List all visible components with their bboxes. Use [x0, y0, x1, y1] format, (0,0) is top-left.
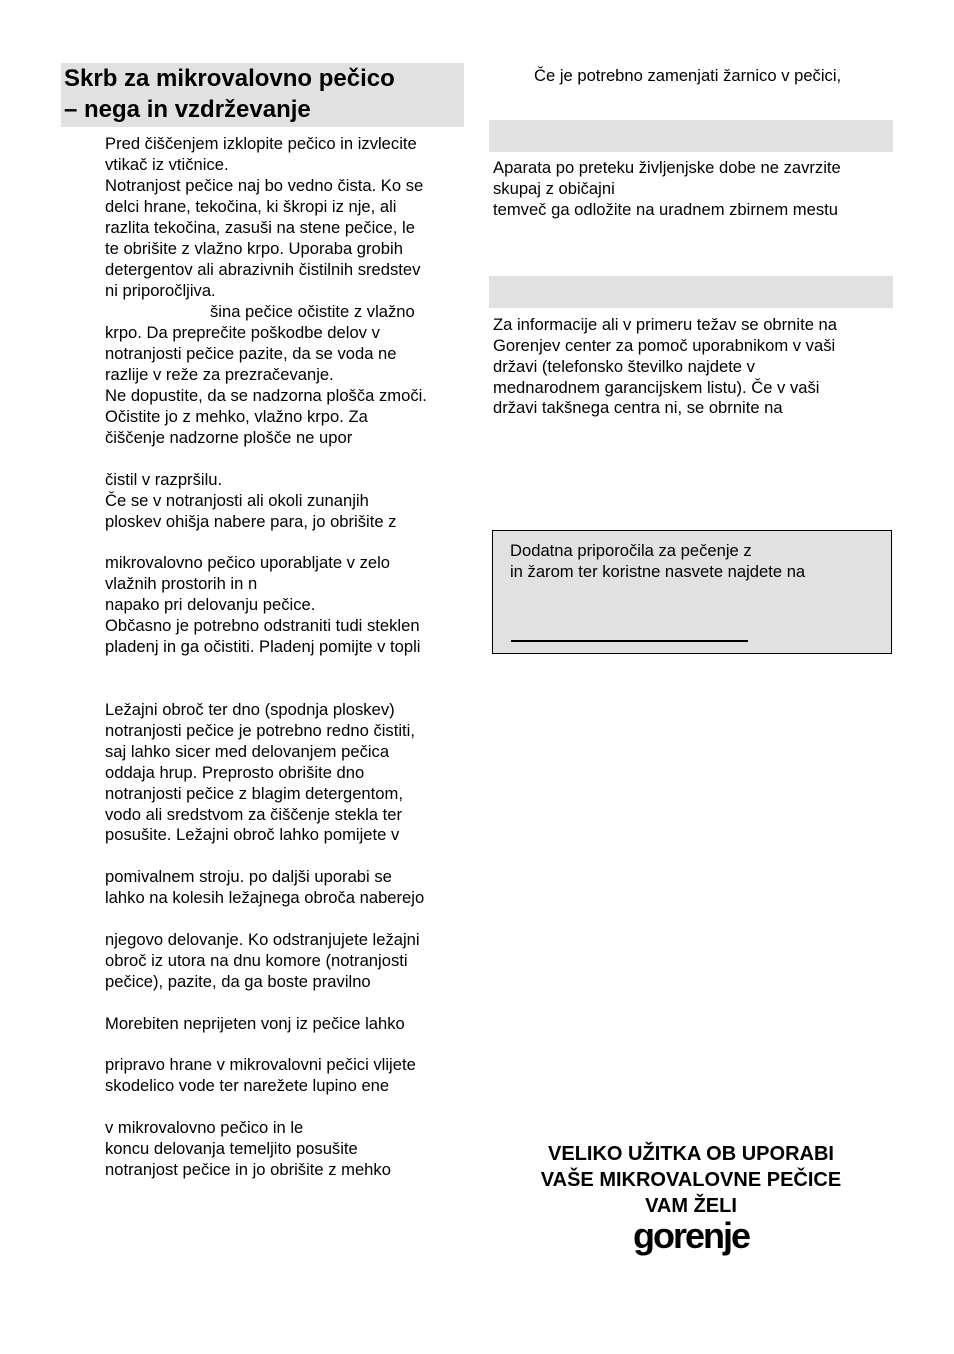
body-line: delci hrane, tekočina, ki škropi iz nje, ali — [105, 197, 397, 216]
disposal-line: Aparata po preteku življenjske dobe ne zavrzite — [493, 158, 841, 177]
body-line: notranjosti pečice z blagim detergentom, — [105, 784, 403, 803]
disposal-line: temveč ga odložite na uradnem zbirnem mestu — [493, 200, 838, 219]
body-line: šina pečice očistite z vlažno — [210, 302, 415, 321]
body-line: pladenj in ga očistiti. Pladenj pomijte v topli — [105, 637, 421, 656]
gorenje-logo: gorenje — [632, 1215, 750, 1256]
body-line: razlita tekočina, zasuši na stene pečice, le — [105, 218, 415, 237]
body-line: Pred čiščenjem izklopite pečico in izvlecite — [105, 134, 417, 153]
body-line: lahko na kolesih ležajnega obroča naberejo — [105, 888, 425, 907]
section-heading-line-2: – nega in vzdrževanje — [64, 96, 311, 123]
body-line: Očistite jo z mehko, vlažno krpo. Za — [105, 407, 368, 426]
body-line: Ne dopustite, da se nadzorna plošča zmoči. — [105, 386, 427, 405]
body-line: oddaja hrup. Preprosto obrišite dno — [105, 763, 365, 782]
body-line: napako pri delovanju pečice. — [105, 595, 316, 614]
body-line: čistil v razpršilu. — [105, 470, 223, 489]
tip-line: in žarom ter koristne nasvete najdete na — [510, 562, 806, 581]
body-line: vodo ali sredstvom za čiščenje stekla ter — [105, 805, 402, 824]
body-line: notranjosti pečice pazite, da se voda ne — [105, 344, 397, 363]
service-line: državi takšnega centra ni, se obrnite na — [493, 398, 783, 417]
service-line: Za informacije ali v primeru težav se obrnite na — [493, 315, 838, 334]
body-line: saj lahko sicer med delovanjem pečica — [105, 742, 390, 761]
service-line: Gorenjev center za pomoč uporabnikom v vaši — [493, 336, 836, 355]
tip-line: Dodatna priporočila za pečenje z — [510, 541, 752, 560]
body-line: v mikrovalovno pečico in le — [105, 1118, 304, 1137]
disposal-line: skupaj z običajni — [493, 179, 615, 198]
service-line: državi (telefonsko številko najdete v — [493, 357, 755, 376]
section-heading-line-1: Skrb za mikrovalovno pečico — [64, 65, 395, 92]
body-line: čiščenje nadzorne plošče ne upor — [105, 428, 353, 447]
body-line: te obrišite z vlažno krpo. Uporaba grobih — [105, 239, 403, 258]
lamp-replacement-note: Če je potrebno zamenjati žarnico v pečici, — [534, 66, 842, 85]
body-line: Če se v notranjosti ali okoli zunanjih — [105, 491, 369, 510]
body-line: obroč iz utora na dnu komore (notranjosti — [105, 951, 408, 970]
body-line: Ležajni obroč ter dno (spodnja ploskev) — [105, 700, 395, 719]
body-line: detergentov ali abrazivnih čistilnih sredstev — [105, 260, 421, 279]
body-line: Občasno je potrebno odstraniti tudi steklen — [105, 616, 420, 635]
service-line: mednarodnem garancijskem listu). Če v vaši — [493, 378, 820, 397]
body-line: koncu delovanja temeljito posušite — [105, 1139, 358, 1158]
body-line: vlažnih prostorih in n — [105, 574, 258, 593]
closing-message-line-2: VAŠE MIKROVALOVNE PEČICE — [540, 1169, 842, 1191]
body-line: razlije v reže za prezračevanje. — [105, 365, 334, 384]
service-heading-bar — [489, 276, 893, 308]
body-line: Notranjost pečice naj bo vedno čista. Ko se — [105, 176, 424, 195]
closing-message-line-1: VELIKO UŽITKA OB UPORABI — [548, 1143, 834, 1165]
body-line: Morebiten neprijeten vonj iz pečice lahko — [105, 1014, 405, 1033]
body-line: skodelico vode ter narežete lupino ene — [105, 1076, 390, 1095]
body-line: ni priporočljiva. — [105, 281, 216, 300]
body-line: mikrovalovno pečico uporabljate v zelo — [105, 553, 391, 572]
tip-link-underline — [511, 640, 748, 642]
body-line: pečice), pazite, da ga boste pravilno — [105, 972, 371, 991]
body-line: posušite. Ležajni obroč lahko pomijete v — [105, 825, 400, 844]
body-line: njegovo delovanje. Ko odstranjujete ležajni — [105, 930, 420, 949]
body-line: pomivalnem stroju. po daljši uporabi se — [105, 867, 392, 886]
disposal-heading-bar — [489, 120, 893, 152]
body-line: pripravo hrane v mikrovalovni pečici vlijete — [105, 1055, 416, 1074]
body-line: notranjosti pečice je potrebno redno čistiti, — [105, 721, 415, 740]
closing-message-line-3: VAM ŽELI — [645, 1195, 737, 1217]
body-line: ploskev ohišja nabere para, jo obrišite z — [105, 512, 397, 531]
body-line: notranjost pečice in jo obrišite z mehko — [105, 1160, 391, 1179]
body-line: vtikač iz vtičnice. — [105, 155, 229, 174]
body-line: krpo. Da preprečite poškodbe delov v — [105, 323, 380, 342]
